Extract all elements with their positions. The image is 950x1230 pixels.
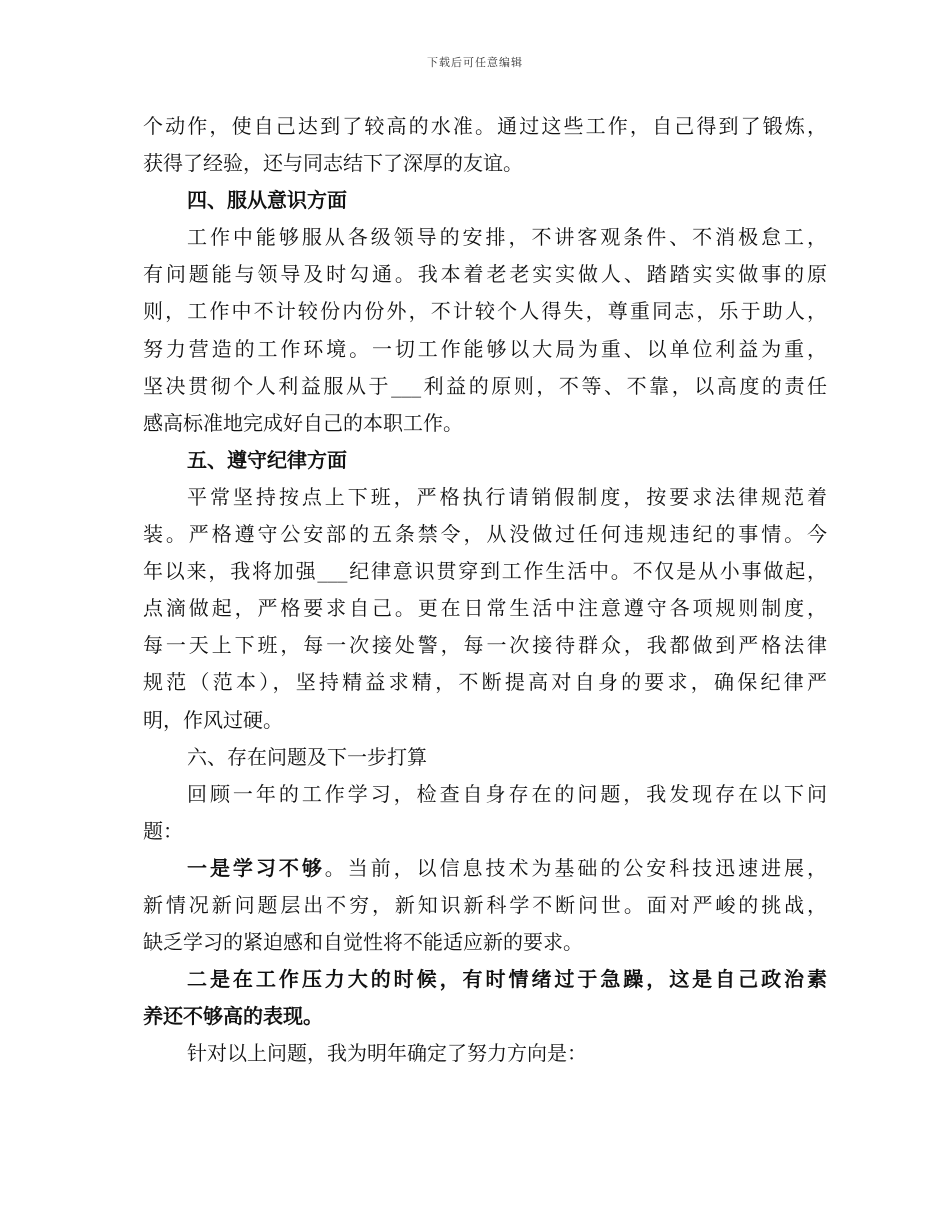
text-line: 努力营造的工作环境。一切工作能够以大局为重、以单位利益为重，	[143, 336, 827, 361]
text-line: 坚决贯彻个人利益服从于___利益的原则，不等、不靠，以高度的责任	[143, 373, 827, 398]
text-line: 有问题能与领导及时勾通。我本着老老实实做人、踏踏实实做事的原	[143, 262, 827, 287]
text-line: 工作中能够服从各级领导的安排，不讲客观条件、不消极怠工，	[187, 225, 827, 250]
text-line: 回顾一年的工作学习，检查自身存在的问题，我发现存在以下问	[187, 781, 827, 806]
paragraph-lines	[143, 108, 827, 850]
closing-line: 针对以上问题，我为明年确定了努力方向是：	[187, 1041, 587, 1066]
point-one-line-2: 新情况新问题层出不穷，新知识新科学不断问世。面对严峻的挑战，	[143, 892, 827, 917]
text-line: 每一天上下班，每一次接处警，每一次接待群众，我都做到严格法律	[143, 633, 827, 658]
text-line: 六、存在问题及下一步打算	[187, 744, 427, 769]
document-body	[143, 108, 827, 1072]
section-heading: 四、服从意识方面	[187, 188, 347, 213]
point-one-line	[143, 850, 827, 887]
point-one-line-3: 缺乏学习的紧迫感和自觉性将不能适应新的要求。	[143, 930, 583, 955]
point-one-lead: 一是学习不够	[187, 855, 325, 880]
text-line: 平常坚持按点上下班，严格执行请销假制度，按要求法律规范着	[187, 484, 827, 509]
text-line: 装。严格遵守公安部的五条禁令，从没做过任何违规违纪的事情。今	[143, 522, 827, 547]
point-two-line-1: 二是在工作压力大的时候，有时情绪过于急躁，这是自己政治素	[187, 967, 827, 992]
point-one-rest: 。当前，以信息技术为基础的公安科技迅速进展，	[324, 855, 827, 880]
text-line: 题：	[143, 818, 183, 843]
text-line: 则，工作中不计较份内份外，不计较个人得失，尊重同志，乐于助人，	[143, 299, 827, 324]
text-line: 感高标准地完成好自己的本职工作。	[143, 410, 463, 435]
text-line: 明，作风过硬。	[143, 707, 283, 732]
point-two-line-2: 养还不够高的表现。	[143, 1004, 323, 1029]
text-line: 点滴做起，严格要求自己。更在日常生活中注意遵守各项规则制度，	[143, 596, 827, 621]
page-header: 下载后可任意编辑	[427, 56, 523, 69]
section-heading: 五、遵守纪律方面	[187, 447, 347, 472]
text-line: 个动作，使自己达到了较高的水准。通过这些工作，自己得到了锻炼，	[143, 114, 827, 138]
text-line: 年以来，我将加强___纪律意识贯穿到工作生活中。不仅是从小事做起，	[143, 559, 827, 584]
text-line: 规范（范本），坚持精益求精，不断提高对自身的要求，确保纪律严	[143, 670, 827, 695]
text-line: 获得了经验，还与同志结下了深厚的友谊。	[143, 151, 523, 176]
